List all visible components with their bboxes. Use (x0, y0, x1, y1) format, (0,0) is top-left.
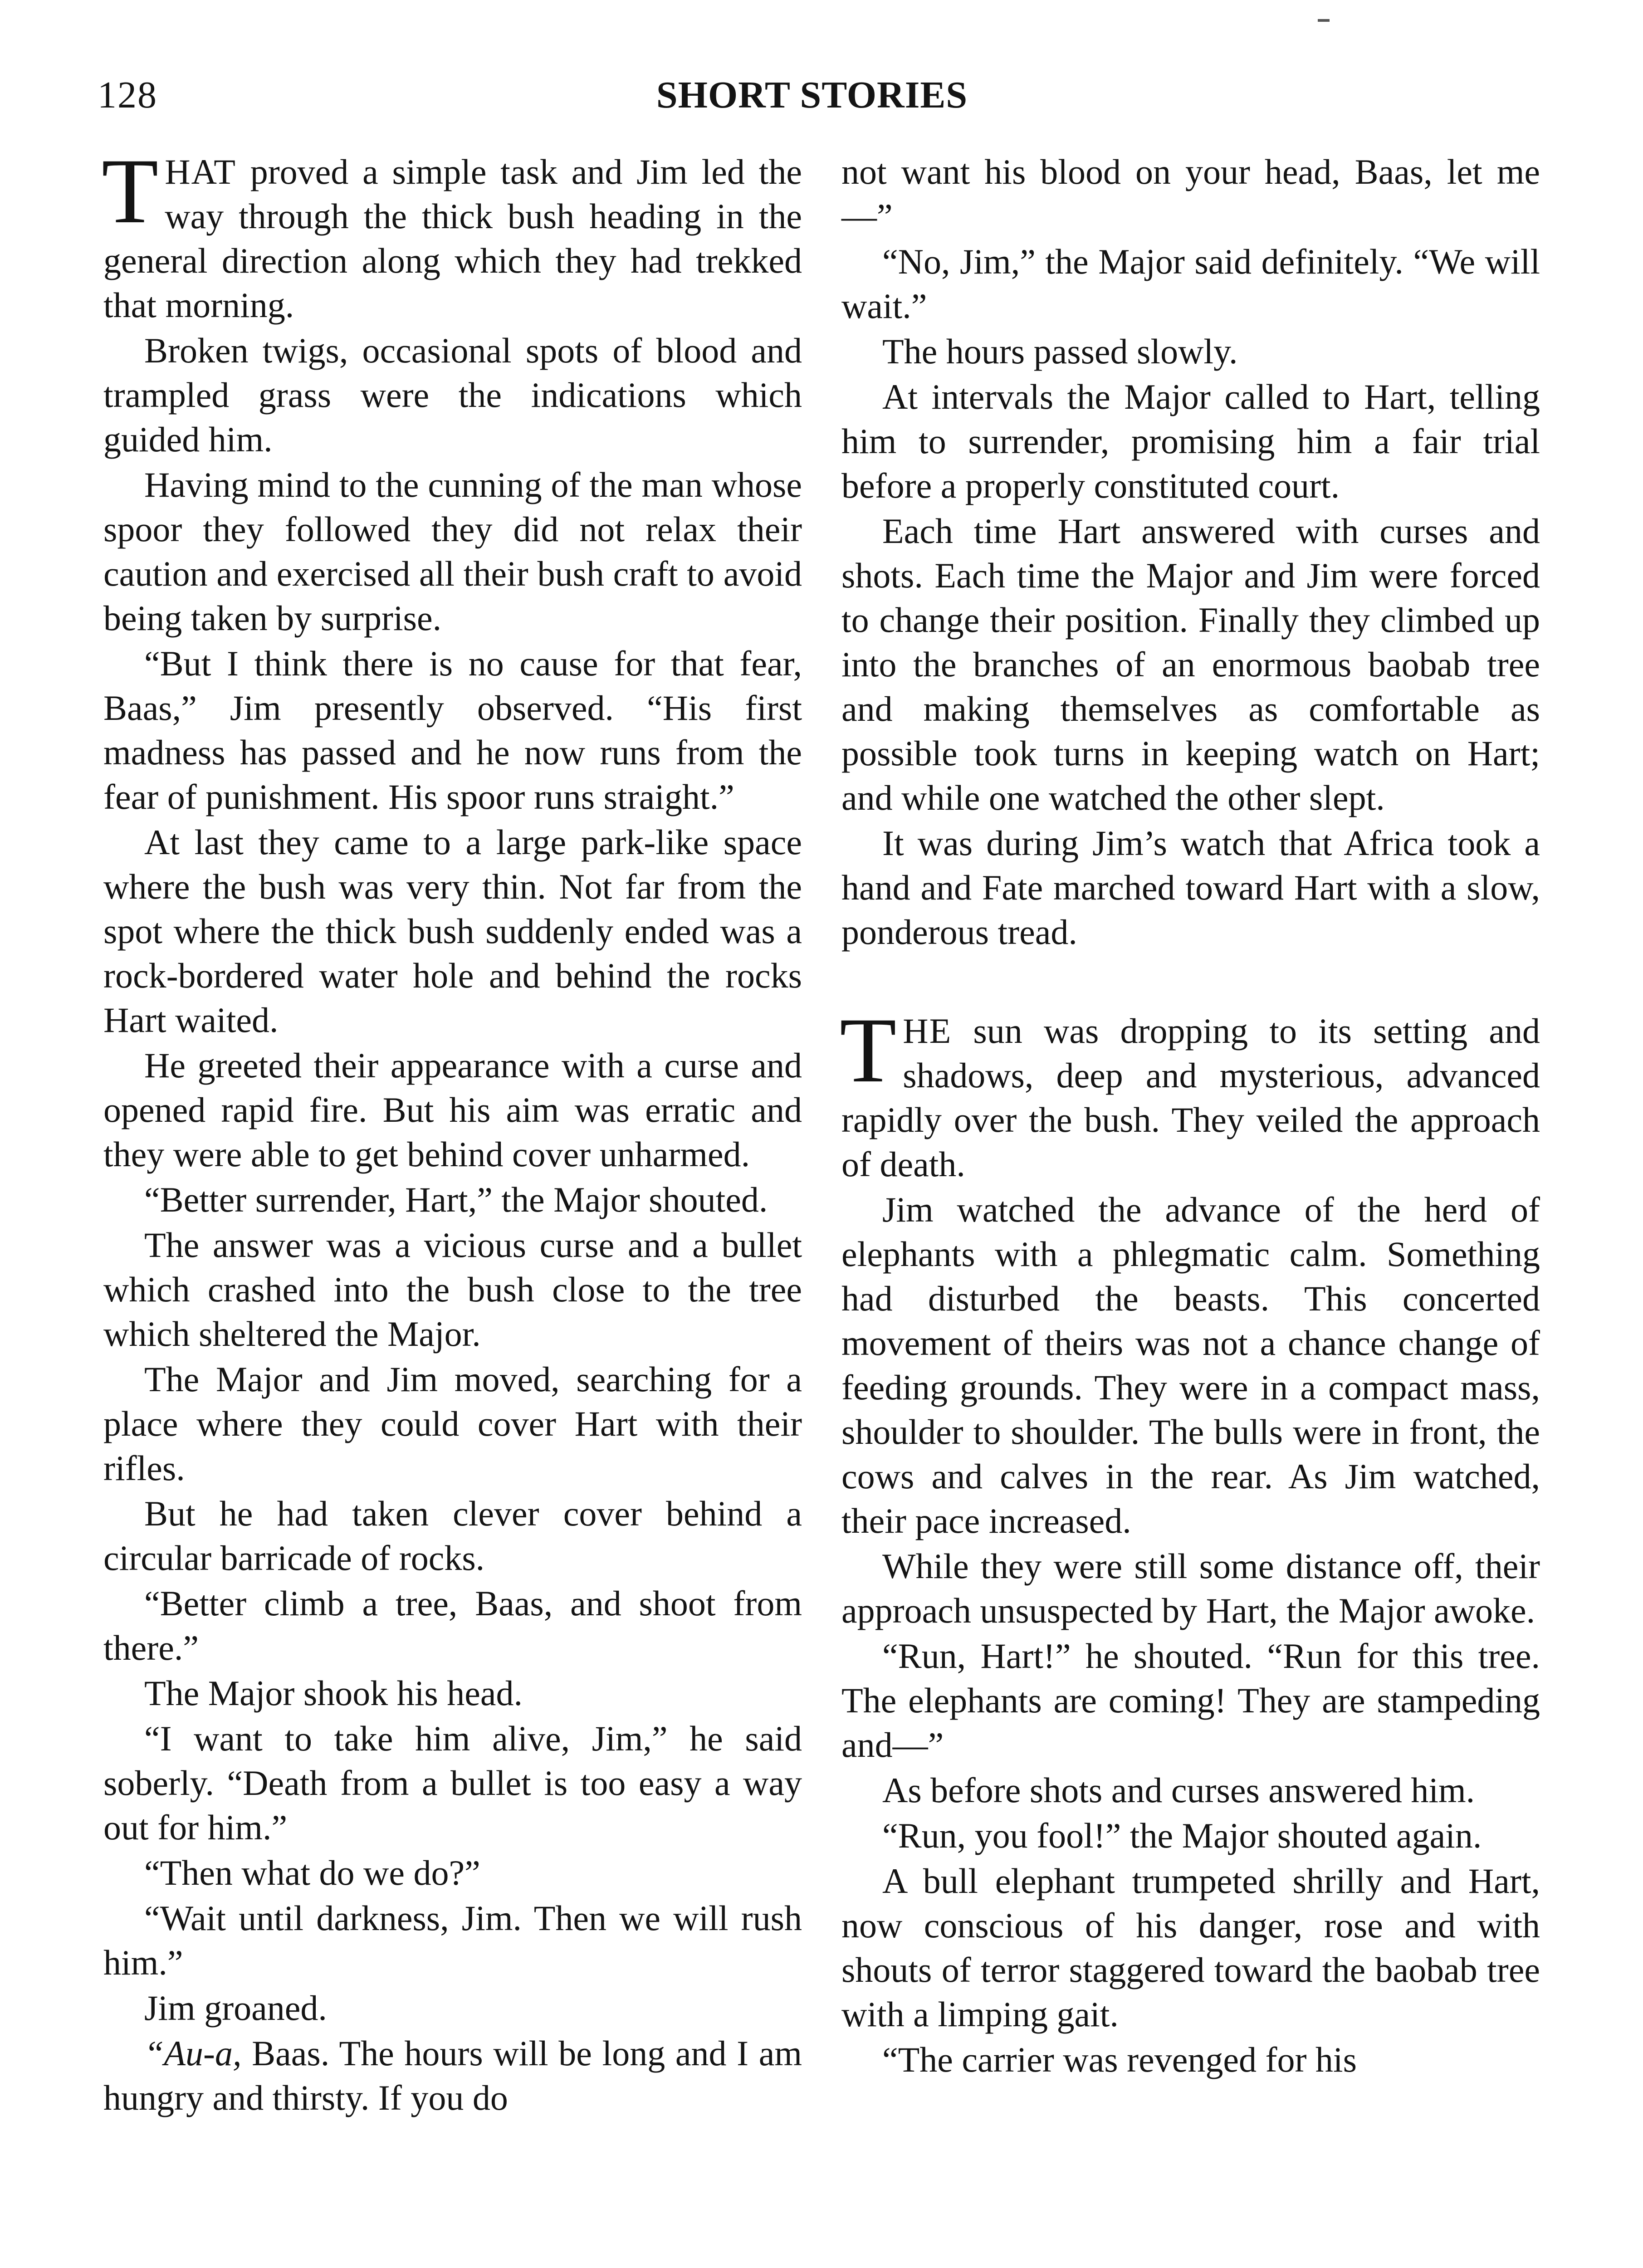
paragraph: not want his blood on your head, Baas, let me—” (841, 152, 1540, 236)
lead-in-text: HE (903, 1011, 952, 1051)
paragraph: But he had taken clever cover behind a circular barricade of rocks. (103, 1494, 802, 1578)
paragraph: “Then what do we do?” (144, 1853, 480, 1892)
paragraph: “Run, Hart!” he shouted. “Run for this tree. The elephants are coming! They are stampeding and—” (841, 1636, 1540, 1765)
paragraph: The Major and Jim moved, searching for a place where they could cover Hart with their rifles. (103, 1359, 802, 1488)
drop-cap: T (840, 999, 897, 1102)
paragraph (103, 2031, 802, 2120)
paragraph: Each time Hart answered with curses and shots. Each time the Major and Jim were forced to change their position. Finally they climbed up into the branches of an enormous baobab tree and making themselves as comfortable as possible took turns in keeping watch on Hart; and while one watched the other slept. (841, 511, 1540, 817)
paragraph: “Better climb a tree, Baas, and shoot from there.” (103, 1584, 802, 1667)
page-header (98, 68, 1526, 122)
paragraph: “But I think there is no cause for that fear, Baas,” Jim presently observed. “His first madness has passed and he now runs from the fear of punishment. His spoor runs straight.” (103, 644, 802, 816)
paragraph: He greeted their appearance with a curse and opened rapid fire. But his aim was erratic and they were able to get behind cover unharmed. (103, 1046, 802, 1174)
paragraph: “The carrier was revenged for his (882, 2040, 1357, 2079)
paragraph: The Major shook his head. (144, 1673, 523, 1713)
paragraph: The answer was a vicious curse and a bullet which crashed into the bush close to the tree which sheltered the Major. (103, 1225, 802, 1354)
paragraph: While they were still some distance off, their approach unsuspected by Hart, the Major awoke. (841, 1546, 1540, 1630)
paragraph: “I want to take him alive, Jim,” he said soberly. “Death from a bullet is too easy a way out for him.” (103, 1719, 802, 1847)
paragraph: “Run, you fool!” the Major shouted again. (882, 1816, 1482, 1855)
right-column (841, 150, 1540, 2082)
paragraph: The hours passed slowly. (882, 332, 1238, 371)
paragraph: “Wait until darkness, Jim. Then we will rush him.” (103, 1898, 802, 1982)
paragraph (840, 999, 1540, 1187)
paragraph: “Better surrender, Hart,” the Major shouted. (144, 1180, 768, 1219)
italic-text: “Au-a, (144, 2033, 242, 2073)
drop-cap: T (102, 140, 159, 243)
paragraph-text: sun was dropping to its setting and shadows, deep and mysterious, advanced rapidly over the bush. They veiled the approach of death. (841, 1011, 1540, 1184)
paragraph: Broken twigs, occasional spots of blood and trampled grass were the indications which guided him. (103, 331, 802, 459)
page-number: 128 (98, 74, 157, 116)
paragraph (102, 140, 802, 327)
lead-in-text: HAT (165, 152, 236, 191)
paragraph: Jim groaned. (144, 1988, 327, 2028)
paragraph-text: proved a simple task and Jim led the way through the thick bush heading in the general direction along which they had trekked that morning. (103, 152, 802, 325)
paragraph: As before shots and curses answered him. (882, 1770, 1475, 1810)
paragraph: “No, Jim,” the Major said definitely. “We will wait.” (841, 242, 1540, 326)
paragraph-text: Baas. The hours will be long and I am hungry and thirsty. If you do (103, 2033, 802, 2117)
print-mark (1318, 19, 1330, 22)
paragraph: It was during Jim’s watch that Africa took a hand and Fate marched toward Hart with a slow, ponderous tread. (841, 823, 1540, 952)
paragraph: At last they came to a large park-like space where the bush was very thin. Not far from the spot where the thick bush suddenly ended was a rock-bordered water hole and behind the rocks Hart waited. (103, 822, 802, 1040)
running-head: SHORT STORIES (656, 74, 968, 116)
paragraph: A bull elephant trumpeted shrilly and Hart, now conscious of his danger, rose and with shouts of terror staggered toward the baobab tree with a limping gait. (841, 1861, 1540, 2034)
left-column (102, 140, 802, 2120)
paragraph: At intervals the Major called to Hart, telling him to surrender, promising him a fair trial before a properly constituted court. (841, 377, 1540, 505)
paragraph: Jim watched the advance of the herd of elephants with a phlegmatic calm. Something had disturbed the beasts. This concerted movement of theirs was not a chance change of feeding grounds. They were in a compact mass, shoulder to shoulder. The bulls were in front, the cows and calves in the rear. As Jim watched, their pace increased. (841, 1190, 1540, 1540)
paragraph: Having mind to the cunning of the man whose spoor they followed they did not relax their caution and exercised all their bush craft to avoid being taken by surprise. (103, 465, 802, 638)
